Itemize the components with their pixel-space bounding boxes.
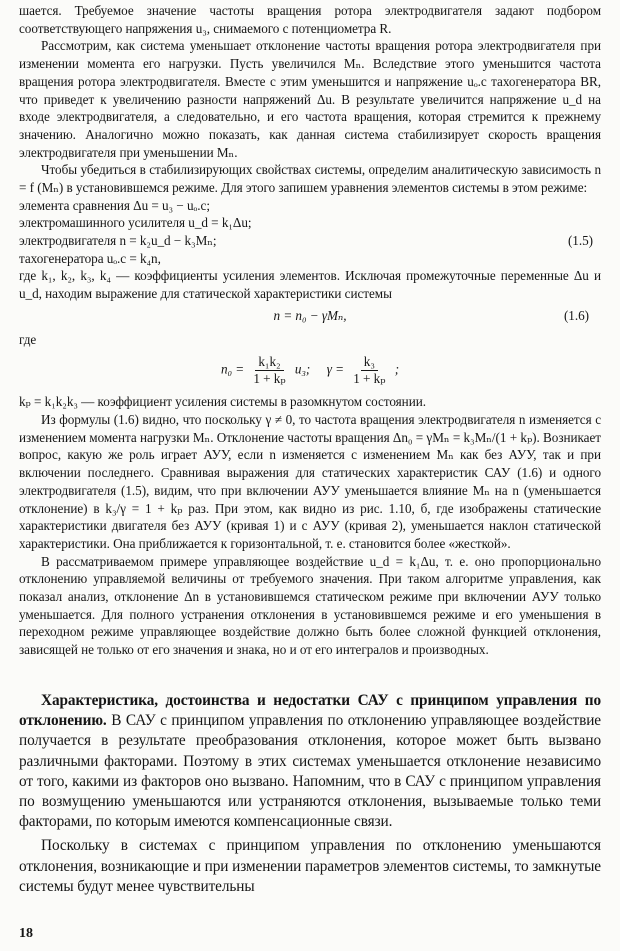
gamma-fraction bbox=[350, 354, 388, 387]
paragraph-auu-role: Из формулы (1.6) видно, что поскольку γ ≠ 0, то частота вращения электродвигателя n изменяется с изменением момента нагрузки Mₙ. Отклонение частоты вращения Δn₀ = γMₙ = k₃Mₙ/(1 + kₚ). Возникает вопрос, какую же роль играет АУУ, если n изменяется с изменением Mₙ как без АУУ, так и при включении последнего. Сравнивая выражения для статических характеристик САУ (1.6) и одного электродвигателя (1.5), видим, что при включении АУУ уменьшается влияние Mₙ на n (уменьшается отклонение) в k₃/γ = 1 + kₚ раз. При этом, как видно из рис. 1.10, б, где изображены статические характеристики двигателя без АУУ (кривая 1) и с АУУ (кривая 2), уменьшается наклон статической характеристики. Она приближается к горизонтальной, т. е. становится более «жесткой». bbox=[19, 412, 601, 551]
formula-n0-gamma bbox=[19, 354, 601, 387]
section-block bbox=[19, 691, 601, 897]
section-heading: Характеристика, достоинства и недостатки САУ с принципом управления по отклонению. bbox=[19, 692, 601, 730]
equation-system-1-5 bbox=[19, 197, 601, 268]
paragraph-deviation-analysis: Рассмотрим, как система уменьшает отклонение частоты вращения ротора электродвигателя при изменении момента его нагрузки. Пусть увеличился Mₙ. Вследствие этого уменьшится частота вращения ротора электродвигателя. Вместе с этим уменьшится и напряжение uₒ.с тахогенератора BR, что приведет к увеличению разности напряжений Δu. В результате увеличится напряжение u_d на входе электродвигателя, а следовательно, и его частота вращения, которая стремится к прежнему значению. Аналогично можно показать, как данная система стабилизирует скорость вращения электродвигателя при уменьшении Mₙ. bbox=[19, 38, 601, 160]
n0-fraction bbox=[250, 354, 288, 387]
section-body-1: В САУ с принципом управления по отклонению управляющее воздействие получается в результате преобразования отклонения, которое может быть вызвано различными факторами. Поэтому в этих системах уменьшается отклонение независимо от того, какими из факторов оно вызвано. Напомним, что в САУ с принципом управления по возмущению уменьшаются или устраняются отклонения, вызываемые только теми факторами, по которым имеются компенсационные связи. bbox=[19, 712, 601, 831]
equation-motor: электродвигателя n = k₂u_d − k₃Mₙ; bbox=[19, 233, 217, 249]
kp-definition: kₚ = k₁k₂k₃ — коэффициент усиления системы в разомкнутом состоянии. bbox=[19, 394, 426, 410]
where-label: где bbox=[19, 331, 37, 347]
page-number: 18 bbox=[19, 926, 33, 941]
gamma-tail: ; bbox=[394, 361, 400, 377]
paragraph-continuation: шается. Требуемое значение частоты вращения ротора электродвигателя задают подбором соответствующего напряжения u₃, снимаемого с потенциометра R. bbox=[19, 3, 601, 36]
paragraph-control-action: В рассматриваемом примере управляющее воздействие u_d = k₁Δu, т. е. оно пропорционально отклонению управляемой величины от требуемого значения. При таком алгоритме управления, как показал анализ, отклонение Δn в установившемся статическом режиме при включении АУУ только уменьшается. Для полного устранения отклонения в установившемся режиме и его уменьшения в переходном режиме управляющее воздействие должно быть более сложной функцией отклонения, зависящей не только от его значения и знака, но и от его интегралов и производных. bbox=[19, 553, 601, 658]
n0-numerator: k₁k₂ bbox=[255, 354, 283, 371]
paragraph-coefficients: где k₁, k₂, k₃, k₄ — коэффициенты усиления элементов. Исключая промежуточные переменные Δu и u_d, находим выражение для статической характеристики системы bbox=[19, 268, 601, 302]
upper-text-block bbox=[19, 2, 601, 659]
formula-1-6-row bbox=[19, 307, 601, 325]
n0-tail: u₃; bbox=[294, 361, 311, 377]
formula-1-6: n = n₀ − γMₙ, bbox=[273, 307, 347, 323]
gamma-numerator: k₃ bbox=[361, 354, 378, 371]
equation-comparison: элемента сравнения Δu = u₃ − uₒ.с; bbox=[19, 197, 210, 213]
equation-tachogenerator: тахогенератора uₒ.с = k₄n, bbox=[19, 250, 161, 266]
section-paragraph-2: Поскольку в системах с принципом управления по отклонению уменьшаются отклонения, возникающие и при изменении параметров элементов системы, то замкнутые системы будут менее чувствительны bbox=[19, 837, 601, 895]
n0-denominator: 1 + kₚ bbox=[253, 371, 286, 387]
equation-amplifier: электромашинного усилителя u_d = k₁Δu; bbox=[19, 215, 252, 231]
gamma-denominator: 1 + kₚ bbox=[353, 371, 386, 387]
gamma-lhs: γ = bbox=[326, 361, 344, 377]
equation-number-1-5: (1.5) bbox=[567, 233, 593, 249]
section-paragraph-1 bbox=[19, 691, 601, 832]
n0-lhs: n₀ = bbox=[220, 361, 245, 377]
paragraph-stabilization: Чтобы убедиться в стабилизирующих свойствах системы, определим аналитическую зависимость n = f (Mₙ) в установившемся режиме. Для этого запишем уравнения элементов системы в этом режиме: bbox=[19, 162, 601, 196]
formula-number-1-6: (1.6) bbox=[563, 307, 589, 323]
